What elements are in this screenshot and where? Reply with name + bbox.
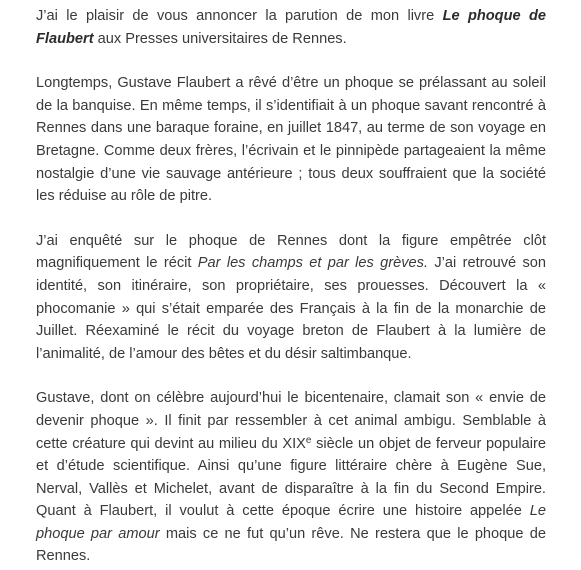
century-superscript: e <box>305 434 312 446</box>
investigation-after: J’ai retrouvé son identité, son itinéraire, son propriétaire, ses prouesses. Découvert la « phocomanie » qui s’était emparée des Français à la fin de la monarchie de Juillet. Réexaminé le récit du voyage breton de Flaubert à la lumière de l’animalité, de l’amour des bêtes et du désir saltimbanque. <box>36 255 546 362</box>
article-body <box>36 5 546 568</box>
work-title: Par les champs et par les grèves. <box>197 255 429 272</box>
book-title: Le phoque de Flaubert <box>36 8 547 47</box>
paragraph-text: Longtemps, Gustave Flaubert a rêvé d’être un phoque se prélassant au soleil de la banquise. En même temps, il s’identifiait à un phoque savant rencontré à Rennes dans une baraque foraine, en juillet 1847, au terme de son voyage en Bretagne. Comme deux frères, l’écrivain et le pinnipède partageaient la même nostalgie d’une vie sauvage antérieure ; tous deux souffraient que la société les réduise au rôle de pitre. <box>36 75 546 205</box>
announcement-outro: aux Presses universitaires de Rennes. <box>93 30 347 47</box>
paragraph-announcement <box>36 5 546 50</box>
paragraph-investigation <box>36 230 546 366</box>
announcement-intro: J’ai le plaisir de vous annoncer la parution de mon livre <box>36 8 443 24</box>
paragraph-flaubert-dream <box>36 72 546 208</box>
bicentenary-part1: Gustave, dont on célèbre aujourd’hui le bicentenaire, clamait son « envie de devenir phoque ». Il finit par ressembler à cet animal ambigu. Semblable à cette créature qui devint au milieu du XIX <box>36 390 546 452</box>
story-title: Le phoque par amour <box>36 503 546 542</box>
paragraph-bicentenary <box>36 387 546 568</box>
investigation-before: J’ai enquêté sur le phoque de Rennes dont la figure empêtrée clôt magnifiquement le récit <box>36 232 546 272</box>
bicentenary-part2: siècle un objet de ferveur populaire et d’étude scientifique. Ainsi qu’une figure littéraire chère à Eugène Sue, Nerval, Vallès et Michelet, avant de disparaître à la fin du Second Empire. Quant à Flaubert, il voulut à cette époque écrire une histoire appelée <box>36 435 546 520</box>
bicentenary-part3: mais ce ne fut qu’un rêve. Ne restera que le phoque de Rennes. <box>36 525 546 565</box>
